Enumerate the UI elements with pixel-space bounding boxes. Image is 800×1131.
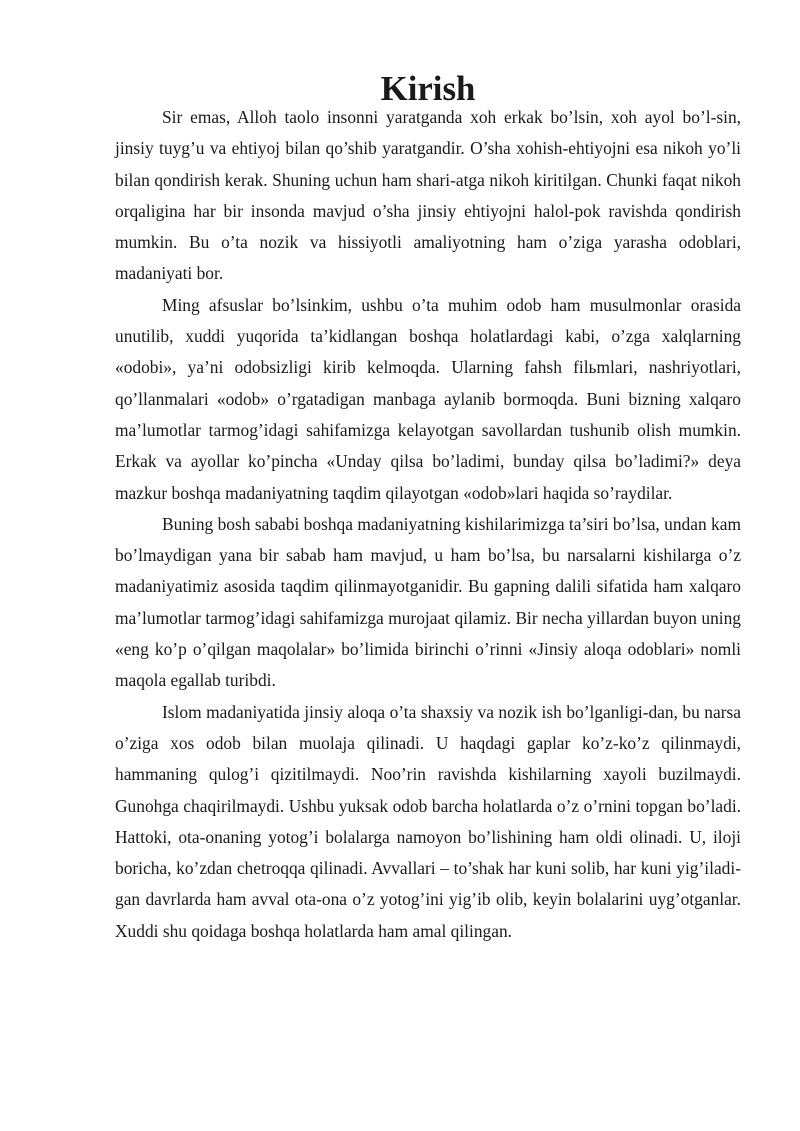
paragraph: Islom madaniyatida jinsiy aloqa o’ta shaxsiy va nozik ish bo’lganligi-dan, bu narsa o’ziga xos odob bilan muolaja qilinadi. U haqdagi gaplar ko’z-ko’z qilinmaydi, hammaning qulog’i qizitilmaydi. Noo’rin ravishda kishilarning xayoli buzilmaydi. Gunohga chaqirilmaydi. Ushbu yuksak odob barcha holatlarda o’z o’rnini topgan bo’ladi. Hattoki, ota-onaning yotog’i bolalarga namoyon bo’lishining ham oldi olinadi. U, iloji boricha, ko’zdan chetroqqa qilinadi. Avvallari – to’shak har kuni solib, har kuni yig’iladi-gan davrlarda ham avval ota-ona o’z yotog’ini yig’ib olib, keyin bolalarini uyg’otganlar. Xuddi shu qoidaga boshqa holatlarda ham amal qilingan. <box>115 701 741 941</box>
paragraph: Sir emas, Alloh taolo insonni yaratganda xoh erkak bo’lsin, xoh ayol bo’l-sin, jinsiy tuyg’u va ehtiyoj bilan qo’shib yaratgandir. O’sha xohish-ehtiyojni esa nikoh yo’li bilan qondirish kerak. Shuning uchun ham shari-atga nikoh kiritilgan. Chunki faqat nikoh orqaligina har bir insonda mavjud o’sha jinsiy ehtiyojni halol-pok ravishda qondirish mumkin. Bu o’ta nozik va hissiyotli amaliyotning ham o’ziga yarasha odoblari, madaniyati bor. <box>115 107 741 284</box>
paragraph: Buning bosh sababi boshqa madaniyatning kishilarimizga ta’siri bo’lsa, undan kam bo’lmaydigan yana bir sabab ham mavjud, u ham bo’lsa, bu narsalarni kishilarga o’z madaniyatimiz asosida taqdim qilinmayotganidir. Bu gapning dalili sifatida ham xalqaro ma’lumotlar tarmog’idagi sahifamizga murojaat qilamiz. Bir necha yillardan buyon uning «eng ko’p o’qilgan maqolalar» bo’limida birinchi o’rinni «Jinsiy aloqa odoblari» nomli maqola egallab turibdi. <box>115 513 741 691</box>
document-body <box>115 69 741 947</box>
paragraph: Ming afsuslar bo’lsinkim, ushbu o’ta muhim odob ham musulmonlar orasida unutilib, xuddi yuqorida ta’kidlangan boshqa holatlardagi kabi, o’zga xalqlarning «odobi», ya’ni odobsizligi kirib kelmoqda. Ularning fahsh filьmlari, nashriyotlari, qo’llanmalari «odob» o’rgatadigan manbaga aylanib bormoqda. Buni bizning xalqaro ma’lumotlar tarmog’idagi sahifamizga kelayotgan savollardan tushunib olish mumkin. Erkak va ayollar ko’pincha «Unday qilsa bo’ladimi, bunday qilsa bo’ladimi?» deya mazkur boshqa madaniyatning taqdim qilayotgan «odob»lari haqida so’raydilar. <box>115 294 741 503</box>
page-title: Kirish <box>380 69 476 108</box>
